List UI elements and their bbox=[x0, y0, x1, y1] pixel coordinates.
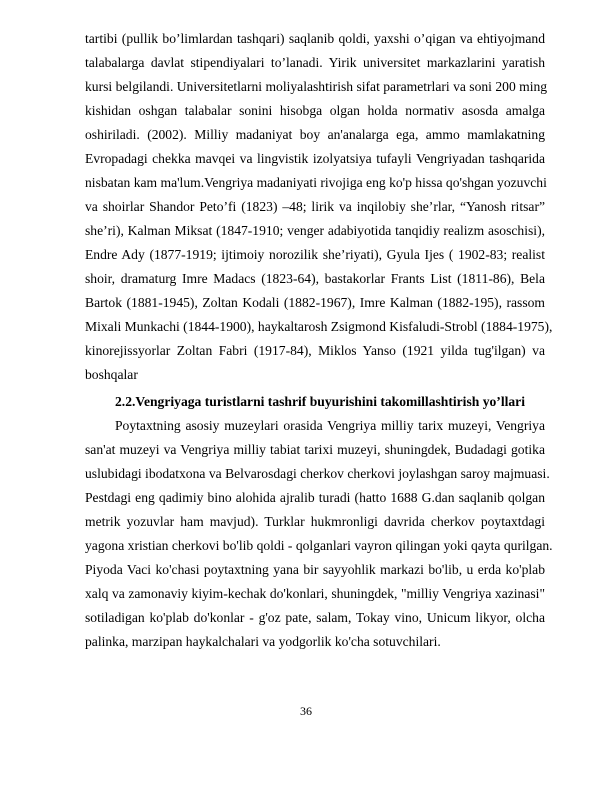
text-line: boshqalar bbox=[85, 367, 138, 382]
paragraph-1 bbox=[85, 27, 553, 387]
text-line: san'at muzeyi va Vengriya milliy tabiat tarixi muzeyi, shuningdek, Budadagi gotika bbox=[85, 442, 545, 457]
text-line: Endre Ady (1877-1919; ijtimoiy norozilik she’riyati), Gyula Ijes ( 1902-83; realist bbox=[85, 247, 545, 262]
text-line: sotiladigan ko'plab do'konlar - g'oz pate, salam, Tokay vino, Unicum likyor, olcha bbox=[85, 610, 545, 625]
text-line: nisbatan kam ma'lum.Vengriya madaniyati rivojiga eng ko'p hissa qo'shgan yozuvchi bbox=[85, 175, 547, 190]
text-line: yagona xristian cherkovi bo'lib qoldi - qolganlari vayron qilingan yoki qayta qurilgan. bbox=[85, 538, 553, 553]
text-line: kinorejissyorlar Zoltan Fabri (1917-84), Miklos Yanso (1921 yilda tug'ilgan) va bbox=[85, 343, 545, 358]
text-line: she’ri), Kalman Miksat (1847-1910; venger adabiyotida tanqidiy realizm asoschisi), bbox=[85, 223, 545, 238]
text-line: va shoirlar Shandor Peto’fi (1823) –48; lirik va inqilobiy she’rlar, “Yanosh ritsar” bbox=[85, 199, 545, 214]
text-line: Bartok (1881-1945), Zoltan Kodali (1882-1967), Imre Kalman (1882-195), rassom bbox=[85, 295, 545, 310]
text-line: Pestdagi eng qadimiy bino alohida ajralib turadi (hatto 1688 G.dan saqlanib qolgan bbox=[85, 490, 545, 505]
page-number: 36 bbox=[300, 704, 312, 718]
text-line: kishidan oshgan talabalar sonini hisobga olgan holda normativ asosda amalga bbox=[85, 103, 545, 118]
text-line: Poytaxtning asosiy muzeylari orasida Vengriya milliy tarix muzeyi, Vengriya bbox=[115, 418, 545, 433]
text-line: shoir, dramaturg Imre Madacs (1823-64), bastakorlar Frants List (1811-86), Bela bbox=[85, 271, 545, 286]
text-line: Piyoda Vaci ko'chasi poytaxtning yana bir sayyohlik markazi bo'lib, u erda ko'plab bbox=[85, 562, 545, 577]
text-line: metrik yozuvlar ham mavjud). Turklar hukmronligi davrida cherkov poytaxtdagi bbox=[85, 514, 545, 529]
text-line: talabalarga davlat stipendiyalari to’lanadi. Yirik universitet markazlarini yaratish bbox=[85, 55, 545, 70]
text-line: xalq va zamonaviy kiyim-kechak do'konlari, shuningdek, "milliy Vengriya xazinasi" bbox=[85, 586, 545, 601]
text-line: tartibi (pullik bo’limlardan tashqari) saqlanib qoldi, yaxshi o’qigan va ehtiyojmand bbox=[85, 31, 545, 46]
text-line: Mixali Munkachi (1844-1900), haykaltarosh Zsigmond Kisfaludi-Strobl (1884-1975), bbox=[85, 319, 553, 334]
text-line: palinka, marzipan haykalchalari va yodgorlik ko'cha sotuvchilari. bbox=[85, 634, 441, 649]
paragraph-2 bbox=[85, 414, 553, 654]
text-line: oshiriladi. (2002). Milliy madaniyat boy an'analarga ega, ammo mamlakatning bbox=[85, 127, 545, 142]
text-line: kursi belgilandi. Universitetlarni moliyalashtirish sifat parametrlari va soni 200 ming bbox=[85, 79, 548, 94]
text-line: Evropadagi chekka mavqei va lingvistik izolyatsiya tufayli Vengriyadan tashqarida bbox=[85, 151, 545, 166]
text-line: uslubidagi ibodatxona va Belvarosdagi cherkov cherkovi joylashgan saroy majmuasi. bbox=[85, 466, 550, 481]
section-heading: 2.2.Vengriyaga turistlarni tashrif buyurishini takomillashtirish yo’llari bbox=[115, 394, 525, 409]
document-page bbox=[85, 27, 553, 654]
